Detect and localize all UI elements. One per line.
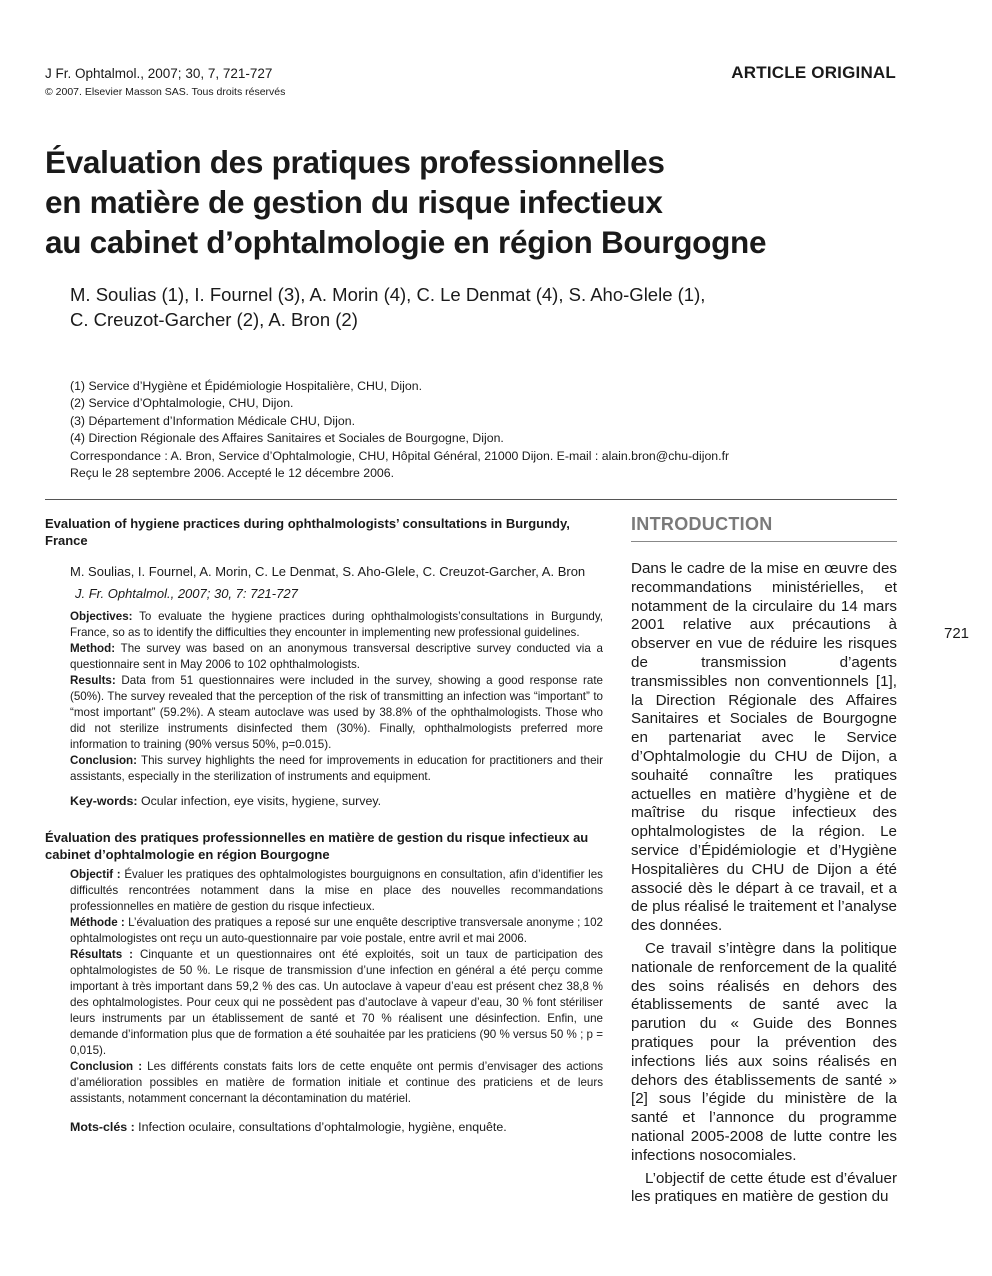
abstract-text: Les différents constats faits lors de cette enquête ont permis d’envisager des actions d’amélioration possibles en matière de formation initiale et continue des praticiens et de leurs assistants, notamment concernant la décontamination du matériel. — [70, 1060, 604, 1105]
affiliations — [70, 378, 729, 482]
affiliation-item: (3) Département d’Information Médicale CHU, Dijon. — [70, 413, 355, 428]
journal-reference: J Fr. Ophtalmol., 2007; 30, 7, 721-727 — [45, 66, 273, 81]
keywords-label: Key-words: — [70, 794, 138, 808]
title-line: Évaluation des pratiques professionnelles — [45, 144, 665, 180]
abstract-text: L’évaluation des pratiques a reposé sur une enquête descriptive transversale anonyme ; 102 ophtalmologistes ont reçu un auto-questionnaire par voie postale, entre avril et mai 2006. — [70, 916, 603, 945]
english-keywords — [70, 793, 603, 809]
abstract-objectives — [70, 609, 603, 641]
keywords-label: Mots-clés : — [70, 1120, 135, 1134]
author-line: M. Soulias (1), I. Fournel (3), A. Morin (4), C. Le Denmat (4), S. Aho-Glele (1), — [70, 284, 706, 305]
resume-methode — [70, 915, 603, 947]
abstract-conclusion — [70, 753, 603, 785]
abstract-method — [70, 641, 603, 673]
abstract-label: Results: — [70, 674, 116, 687]
abstract-label: Method: — [70, 642, 116, 655]
abstract-text: The survey was based on an anonymous transversal descriptive survey conducted via a questionnaire sent in May 2006 to 102 ophthalmologists. — [70, 642, 603, 671]
abstract-column — [45, 515, 603, 1135]
affiliation-item: (4) Direction Régionale des Affaires Sanitaires et Sociales de Bourgogne, Dijon. — [70, 431, 504, 446]
affiliation-item: (2) Service d’Ophtalmologie, CHU, Dijon. — [70, 396, 294, 411]
french-abstract-title: Évaluation des pratiques professionnelles en matière de gestion du risque infectieux au cabinet d’ophtalmologie en région Bourgogne — [45, 830, 589, 862]
header-divider — [45, 499, 897, 500]
section-label: ARTICLE ORIGINAL — [731, 63, 896, 82]
correspondence: Correspondance : A. Bron, Service d’Ophtalmologie, CHU, Hôpital Général, 21000 Dijon. E-mail : alain.bron@chu-dijon.fr — [70, 448, 730, 463]
french-abstract-body — [45, 867, 603, 1107]
resume-resultats — [70, 947, 603, 1059]
abstract-label: Objectif : — [70, 868, 121, 881]
english-abstract-authors: M. Soulias, I. Fournel, A. Morin, C. Le Denmat, S. Aho-Glele, C. Creuzot-Garcher, A. Bron — [70, 564, 586, 579]
abstract-text: Data from 51 questionnaires were included in the survey, showing a good response rate (50%). The survey revealed that the perception of the risk of transmitting an infection was “important” to “most important” (59.2%). A steam autoclave was used by 38.8% of the ophthalmologists. Those who did not sterilize instruments disinfected them (30%). Finally, ophthalmologists preferred more information to training (90% versus 50%, p=0.015). — [70, 674, 603, 751]
page-number: 721 — [944, 625, 970, 642]
abstract-label: Objectives: — [70, 610, 133, 623]
body-paragraph: L’objectif de cette étude est d’évaluer les pratiques en matière de gestion du — [631, 1169, 897, 1206]
received-dates: Reçu le 28 septembre 2006. Accepté le 12 décembre 2006. — [70, 466, 395, 481]
english-abstract-title: Evaluation of hygiene practices during ophthalmologists’ consultations in Burgundy, France — [45, 516, 570, 548]
abstract-text: Cinquante et un questionnaires ont été exploités, soit un taux de participation des ophtalmologistes de 50 %. Le risque de transmission d’une infection en général a été perçu comme important à très important dans 59,2 % des cas. Un autoclave à vapeur d’eau est présent chez 38,8 % des ophtalmologistes. Pour ceux qui ne possèdent pas d’autoclave à vapeur d’eau, 30 % font stériliser leurs instruments par un établissement de santé et 70 % réalisent une désinfection. Enfin, une demande d’information plus que de formation a été souhaitée par les praticiens (90 % versus 50 % ; p = 0,015). — [70, 948, 603, 1057]
abstract-text: Évaluer les pratiques des ophtalmologistes bourguignons en consultation, afin d’identifier les difficultés rencontrées notamment dans la mise en place des nouvelles recommandations professionnelles en matière de gestion du risque infectieux. — [70, 868, 603, 913]
introduction-body — [631, 560, 897, 1207]
author-line: C. Creuzot-Garcher (2), A. Bron (2) — [70, 309, 358, 330]
resume-objectif — [70, 867, 603, 915]
abstract-text: To evaluate the hygiene practices during ophthalmologists’consultations in Burgundy, France, so as to identify the difficulties they encounter in implementing new professional guidelines. — [70, 610, 603, 639]
introduction-column — [631, 514, 897, 1207]
body-paragraph: Dans le cadre de la mise en œuvre des recommandations ministérielles, et notamment de la circulaire du 14 mars 2001 relative aux précautions à observer en vue de réduire les risques de transmission d’agents transmissibles non conventionnels [1], la Direction Régionale des Affaires Sanitaires et Sociales de Bourgogne en partenariat avec le Service d’Ophtalmologie du CHU de Dijon, a souhaité connaître les pratiques actuelles en matière d’hygiène et de maîtrise du risque infectieux des ophtalmologistes de la région. Le service d’Épidémiologie et d’Hygiène Hospitalières du CHU de Dijon a été associé dès le départ à ce travail, et a de plus réalisé le traitement et l’analyse des données. — [631, 560, 897, 935]
affiliation-item: (1) Service d’Hygiène et Épidémiologie Hospitalière, CHU, Dijon. — [70, 379, 422, 393]
abstract-label: Conclusion: — [70, 754, 137, 767]
resume-conclusion — [70, 1059, 603, 1107]
title-line: au cabinet d’ophtalmologie en région Bourgogne — [45, 224, 767, 260]
introduction-heading: INTRODUCTION — [631, 514, 897, 542]
title-line: en matière de gestion du risque infectieux — [45, 184, 663, 220]
keywords-text: Ocular infection, eye visits, hygiene, survey. — [140, 794, 382, 808]
abstract-label: Résultats : — [70, 948, 134, 961]
article-title — [45, 142, 905, 262]
french-keywords — [70, 1119, 603, 1135]
author-list — [70, 282, 705, 332]
english-abstract-journal: J. Fr. Ophtalmol., 2007; 30, 7: 721-727 — [75, 586, 298, 601]
english-abstract-body — [45, 609, 603, 785]
keywords-text: Infection oculaire, consultations d’ophtalmologie, hygiène, enquête. — [138, 1120, 507, 1134]
abstract-label: Méthode : — [70, 916, 125, 929]
abstract-text: This survey highlights the need for improvements in education for practitioners and their assistants, especially in the sterilization of instruments and equipment. — [70, 754, 603, 783]
copyright-notice: © 2007. Elsevier Masson SAS. Tous droits réservés — [45, 86, 286, 98]
abstract-results — [70, 673, 603, 753]
abstract-label: Conclusion : — [70, 1060, 143, 1073]
body-paragraph: Ce travail s’intègre dans la politique nationale de renforcement de la qualité des soins réalisés en dehors des établissements de santé avec la parution du « Guide des Bonnes pratiques pour la prévention des infections liés aux soins réalisés en dehors des établissements de santé » [2] sous l’égide du ministère de la santé et l’annonce du programme national 2005-2008 de lutte contre les infections nosocomiales. — [631, 939, 897, 1164]
